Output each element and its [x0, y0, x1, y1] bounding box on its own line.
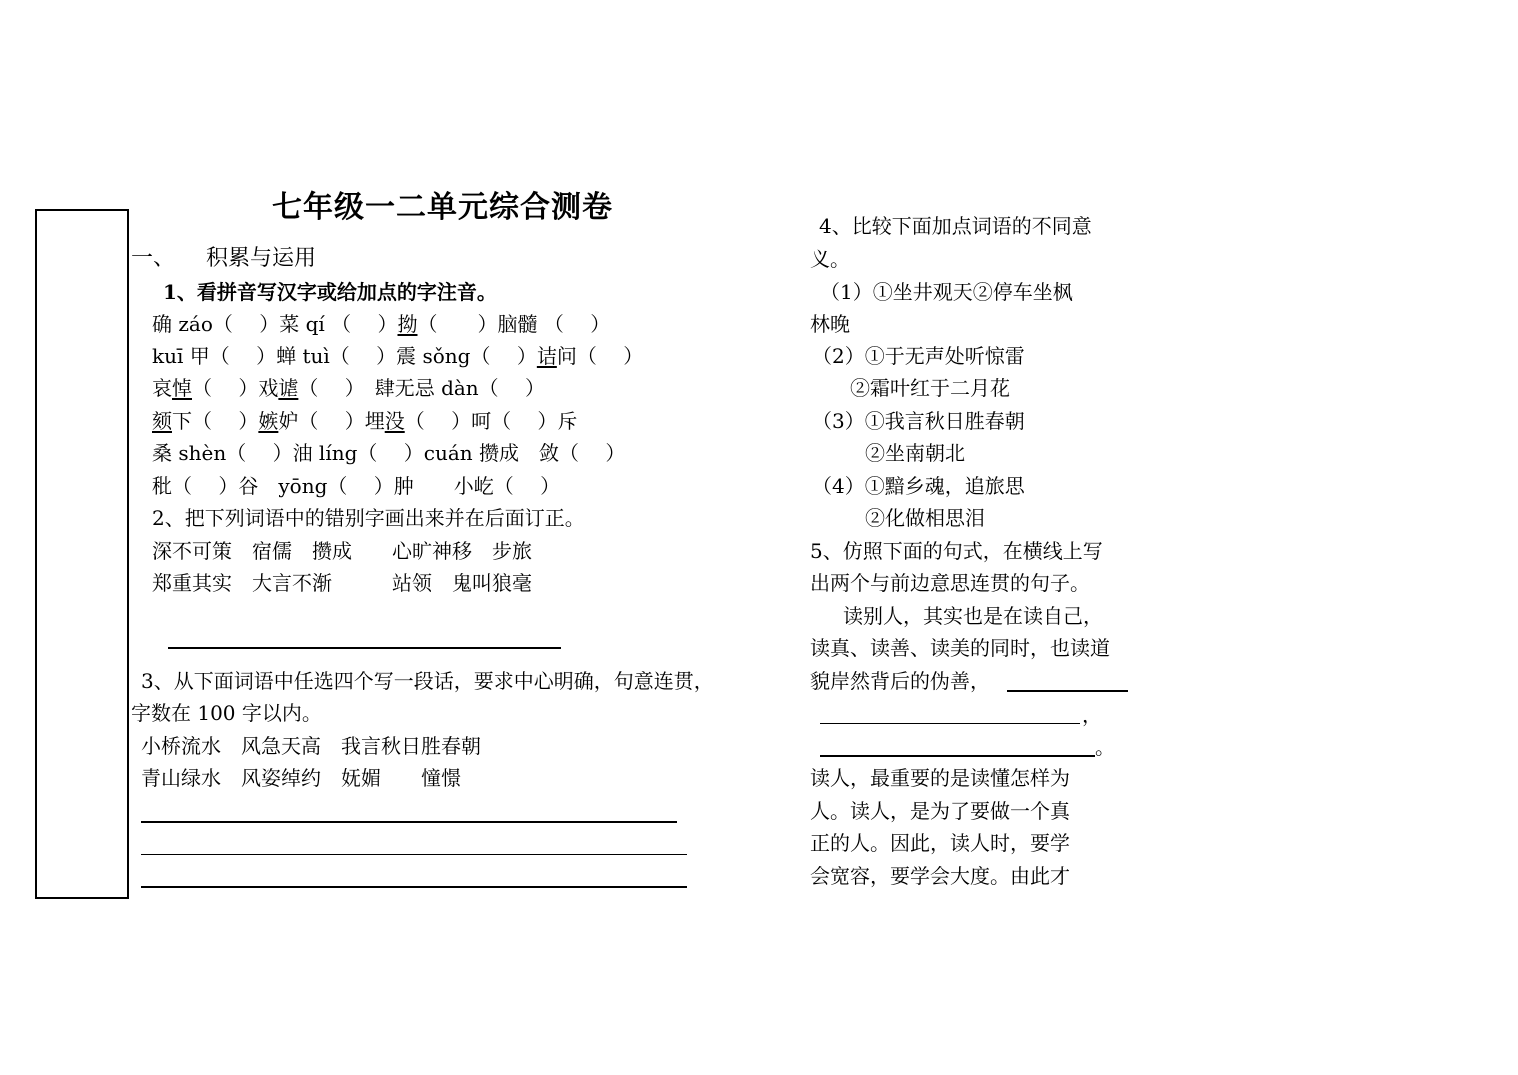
page-title: 七年级一二单元综合测卷 [272, 190, 613, 225]
q1-text: 妒（ ）埋 [278, 409, 385, 433]
q3-prompt-line2: 字数在 100 字以内。 [131, 701, 322, 725]
q1-dotted-char: 没 [384, 409, 405, 433]
q5-continuation-line: 会宽容，要学会大度。由此才 [810, 864, 1070, 888]
q5-comma: ， [1082, 703, 1102, 727]
q1-row6: 秕（ ）谷 yōng（ ）肿 小屹（ ） [152, 474, 561, 498]
q1-row1-part3: （ ）脑髓 （ ） [417, 312, 611, 336]
q3-words-row2: 青山绿水 风姿绰约 妩媚 憧憬 [141, 766, 461, 790]
q1-row2-part1: kuī 甲（ ）蝉 tuì（ ）震 sǒng（ ） [152, 344, 537, 368]
q4-item: （4）①黯乡魂，追旅思 [812, 474, 1025, 498]
q1-dotted-char: 悼 [172, 376, 192, 400]
q5-continuation-line: 读人，最重要的是读懂怎样为 [810, 766, 1070, 790]
section-heading: 积累与运用 [206, 246, 317, 271]
q3-prompt-line1: 3、从下面词语中任选四个写一段话，要求中心明确，句意连贯， [141, 669, 714, 693]
q3-answer-line[interactable] [141, 854, 687, 855]
q1-row3 [152, 378, 545, 398]
binding-margin-box [35, 209, 129, 899]
q1-row1-part1: 确 záo（ ）菜 qí （ ） [152, 312, 398, 336]
q1-text: 下（ ） [172, 409, 259, 433]
q5-continuation-line: 正的人。因此，读人时，要学 [810, 831, 1070, 855]
q5-period: 。 [1095, 735, 1115, 759]
q4-item: （1）①坐井观天②停车坐枫 [820, 280, 1073, 304]
q1-dotted-char: 谑 [278, 376, 299, 400]
q1-row2 [152, 346, 643, 366]
q1-row4 [152, 411, 577, 431]
q1-text: （ ）呵（ ）斥 [404, 409, 578, 433]
q2-answer-line[interactable] [168, 647, 561, 649]
q1-text: 哀 [152, 376, 172, 400]
q3-answer-line[interactable] [141, 886, 687, 888]
q5-answer-line[interactable] [820, 755, 1095, 757]
q3-answer-line[interactable] [141, 821, 677, 823]
q5-prompt-line1: 5、仿照下面的句式，在横线上写 [810, 539, 1103, 563]
q1-dotted-char: 诘 [536, 344, 557, 368]
q1-dotted-char: 颏 [152, 409, 172, 433]
section-number: 一、 [131, 246, 176, 271]
q5-answer-line[interactable] [1007, 690, 1128, 692]
q5-passage-line: 读别人，其实也是在读自己， [843, 604, 1103, 628]
q1-row2-part3: 问（ ） [556, 344, 644, 368]
q4-item: ②坐南朝北 [865, 441, 965, 465]
q3-words-row1: 小桥流水 风急天高 我言秋日胜春朝 [141, 734, 481, 758]
q1-prompt: 1、看拼音写汉字或给加点的字注音。 [163, 280, 497, 304]
q5-continuation-line: 人。读人，是为了要做一个真 [810, 799, 1070, 823]
q4-item: 林晚 [810, 312, 850, 336]
q5-passage-line: 读真、读善、读美的同时，也读道 [810, 636, 1110, 660]
q5-prompt-line2: 出两个与前边意思连贯的句子。 [810, 571, 1090, 595]
q4-item: （3）①我言秋日胜春朝 [812, 409, 1025, 433]
q4-item: ②霜叶红于二月花 [850, 376, 1010, 400]
q4-prompt-line1: 4、比较下面加点词语的不同意 [819, 214, 1092, 238]
q1-dotted-char: 嫉 [258, 409, 279, 433]
q1-dotted-char: 拗 [397, 312, 418, 336]
q4-prompt-line2: 义。 [810, 247, 850, 271]
q5-answer-line[interactable] [820, 723, 1080, 724]
q4-item: （2）①于无声处听惊雷 [812, 344, 1025, 368]
q5-passage-line: 貌岸然背后的伪善， [810, 669, 990, 693]
q2-row2: 郑重其实 大言不渐 站领 鬼叫狼毫 [152, 571, 532, 595]
q4-item: ②化做相思泪 [865, 506, 985, 530]
q1-row1 [152, 314, 610, 334]
q1-text: （ ） 肆无忌 dàn（ ） [298, 376, 546, 400]
q1-text: （ ）戏 [192, 376, 279, 400]
q1-row5: 桑 shèn（ ）油 líng（ ）cuán 攒成 敛（ ） [152, 441, 626, 465]
q2-row1: 深不可策 宿儒 攒成 心旷神移 步旅 [152, 539, 532, 563]
q2-prompt: 2、把下列词语中的错别字画出来并在后面订正。 [152, 506, 585, 530]
